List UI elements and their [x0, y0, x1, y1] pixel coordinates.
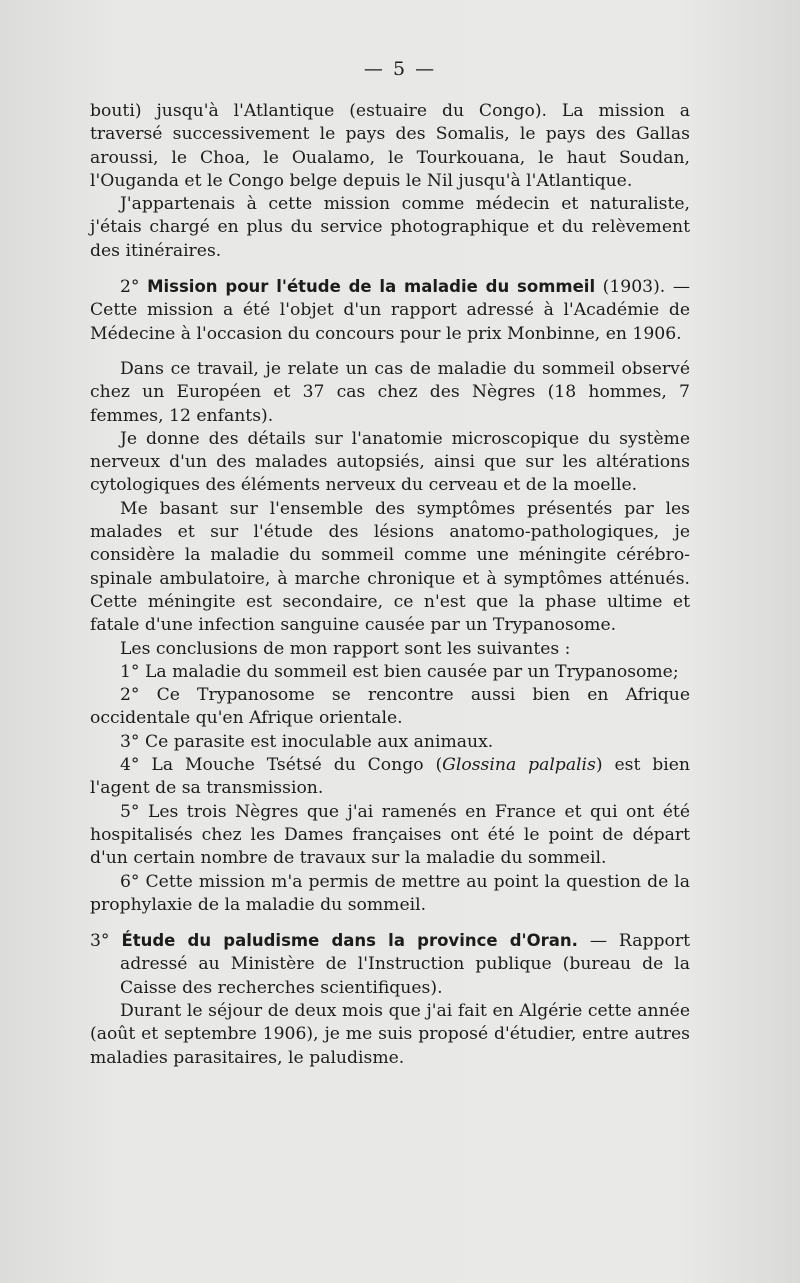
paragraph: bouti) jusqu'à l'Atlantique (estuaire du Congo). La mission a traversé successivement le pays des Somalis, le pays des Gallas aroussi, le Choa, le Oualamo, le Tourkouana, le haut Soudan, l'Ouganda et le Congo belge depuis le Nil jusqu'à l'Atlantique.: [90, 101, 690, 191]
section-lead: — Rapport adressé au Ministère de l'Instruction publique (bureau de la Caisse des recherches scientifiques).: [120, 931, 690, 998]
paragraph: Dans ce travail, je relate un cas de maladie du sommeil observé chez un Européen et 37 cas chez des Nègres (18 hommes, 7 femmes, 12 enfants).: [90, 358, 690, 426]
conclusion-item: 1° La maladie du sommeil est bien causée par un Trypanosome;: [120, 661, 679, 682]
section-heading: Étude du paludisme dans la province d'Oran.: [121, 931, 578, 951]
paragraph: Je donne des détails sur l'anatomie microscopique du système nerveux d'un des malades autopsiés, ainsi que sur les altérations cytologiques des éléments nerveux du cerveau et de la moelle.: [90, 428, 690, 496]
section-number: 3°: [90, 931, 110, 952]
paragraph: Les conclusions de mon rapport sont les suivantes :: [120, 638, 571, 659]
paragraph: J'appartenais à cette mission comme médecin et naturaliste, j'étais chargé en plus du service photographique et du relèvement des itinéraires.: [90, 194, 690, 261]
species-name: Glossina palpalis: [442, 755, 596, 776]
conclusion-item: 2° Ce Trypanosome se rencontre aussi bien en Afrique occidentale qu'en Afrique orientale.: [90, 685, 690, 729]
page-number: — 5 —: [363, 58, 437, 80]
section-heading: Mission pour l'étude de la maladie du sommeil: [147, 277, 596, 297]
section-3-intro: [90, 929, 690, 1000]
conclusion-item: 5° Les trois Nègres que j'ai ramenés en France et qui ont été hospitalisés chez les Dames françaises ont été le point de départ d'un certain nombre de travaux sur la maladie du sommeil.: [90, 801, 690, 869]
section-2-intro: [90, 275, 690, 346]
paragraph: Me basant sur l'ensemble des symptômes présentés par les malades et sur l'étude des lésions anatomo-pathologiques, je considère la maladie du sommeil comme une méningite cérébro-spinale ambulatoire, à marche chronique et à symptômes atténués. Cette méningite est secondaire, ce n'est que la phase ultime et fatale d'une infection sanguine causée par un Trypanosome.: [90, 498, 690, 636]
conclusion-item: 6° Cette mission m'a permis de mettre au point la question de la prophylaxie de la maladie du sommeil.: [90, 871, 690, 915]
paragraph: Durant le séjour de deux mois que j'ai fait en Algérie cette année (août et septembre 1906), je me suis proposé d'étudier, entre autres maladies parasitaires, le paludisme.: [90, 1000, 690, 1068]
conclusion-item: 3° Ce parasite est inoculable aux animaux.: [120, 731, 494, 752]
body-text: [90, 100, 690, 1070]
section-number: 2°: [120, 277, 140, 298]
conclusion-item: 4° La Mouche Tsétsé du Congo (Glossina palpalis) est bien l'agent de sa transmission.: [90, 755, 690, 799]
section-lead: (1903). — Cette mission a été l'objet d'un rapport adressé à l'Académie de Médecine à l'occasion du concours pour le prix Monbinne, en 1906.: [90, 277, 691, 344]
